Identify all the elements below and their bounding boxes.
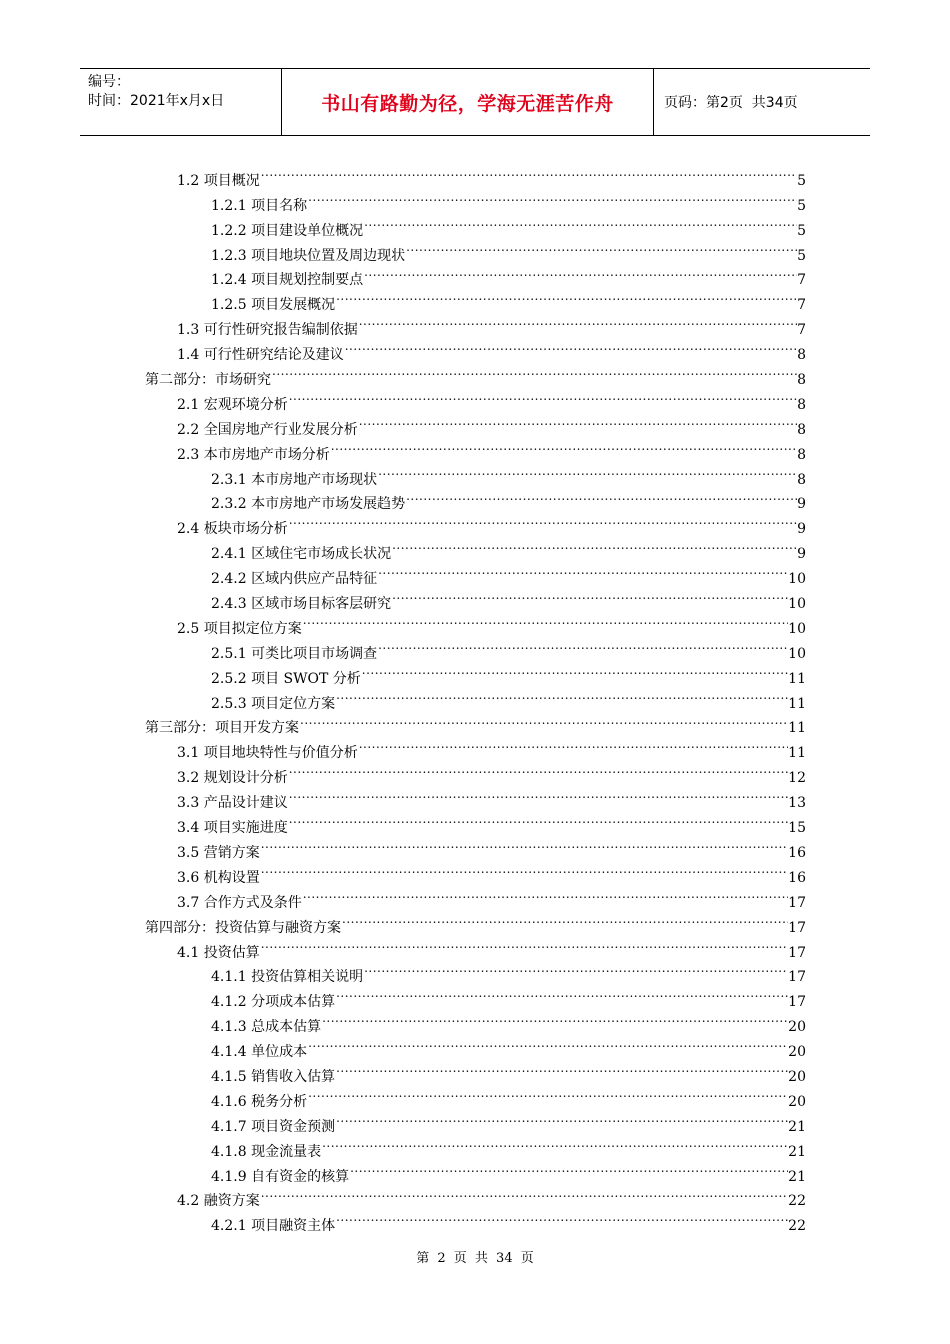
toc-dot-leader xyxy=(321,1131,788,1156)
toc-entry[interactable] xyxy=(0,981,806,1011)
toc-dot-leader xyxy=(288,782,788,807)
toc-entry-page: 9 xyxy=(797,496,806,513)
toc-entry[interactable] xyxy=(0,807,806,837)
toc-entry-title: 2.3.1 本市房地产市场现状 xyxy=(211,471,378,488)
toc-entry-page: 20 xyxy=(788,1019,806,1036)
toc-dot-leader xyxy=(363,260,797,285)
toc-entry[interactable] xyxy=(0,1031,806,1061)
toc-entry-title: 2.5 项目拟定位方案 xyxy=(177,620,302,637)
toc-entry-title: 2.4 板块市场分析 xyxy=(177,521,288,538)
toc-entry-title: 第三部分：项目开发方案 xyxy=(145,720,299,737)
toc-dot-leader xyxy=(307,185,797,210)
toc-entry[interactable] xyxy=(0,633,806,662)
toc-entry-title: 2.5.2 项目 SWOT 分析 xyxy=(211,670,361,687)
toc-entry-title: 2.3 本市房地产市场分析 xyxy=(177,446,330,463)
toc-dot-leader xyxy=(335,1056,788,1081)
toc-entry[interactable] xyxy=(0,434,806,463)
toc-entry[interactable] xyxy=(0,1205,806,1235)
toc-entry[interactable] xyxy=(0,334,806,364)
toc-entry-title: 第二部分：市场研究 xyxy=(145,372,271,389)
toc-dot-leader xyxy=(358,409,797,434)
toc-entry[interactable] xyxy=(0,409,806,438)
toc-entry-title: 3.2 规划设计分析 xyxy=(177,770,288,787)
toc-entry-title: 1.2 项目概况 xyxy=(177,172,260,189)
toc-entry[interactable] xyxy=(0,583,806,613)
toc-dot-leader xyxy=(307,1031,788,1056)
toc-entry-title: 2.4.2 区域内供应产品特征 xyxy=(211,571,378,588)
toc-entry-page: 7 xyxy=(797,322,806,339)
toc-entry-title: 1.2.1 项目名称 xyxy=(211,197,308,214)
toc-dot-leader xyxy=(344,334,797,359)
toc-entry[interactable] xyxy=(0,957,806,986)
toc-entry[interactable] xyxy=(0,1106,806,1135)
toc-dot-leader xyxy=(260,932,788,957)
toc-entry-page: 5 xyxy=(797,222,806,239)
toc-entry-title: 3.7 合作方式及条件 xyxy=(177,894,302,911)
toc-entry-page: 7 xyxy=(797,272,806,289)
toc-entry-title: 1.2.2 项目建设单位概况 xyxy=(211,222,364,239)
toc-entry-page: 5 xyxy=(797,247,806,264)
toc-entry-title: 4.1.4 单位成本 xyxy=(211,1044,308,1061)
toc-entry[interactable] xyxy=(0,857,806,886)
toc-entry-title: 1.2.4 项目规划控制要点 xyxy=(211,272,364,289)
toc-entry[interactable] xyxy=(0,185,806,214)
toc-entry[interactable] xyxy=(0,284,806,314)
toc-entry-page: 8 xyxy=(797,421,806,438)
toc-entry-title: 3.4 项目实施进度 xyxy=(177,820,288,837)
header-meta xyxy=(80,69,282,135)
toc-entry[interactable] xyxy=(0,484,806,513)
header-page-info: 页码：第2页 共34页 xyxy=(664,95,798,111)
toc-entry-page: 17 xyxy=(788,994,806,1011)
toc-entry-page: 22 xyxy=(788,1218,806,1235)
toc-entry-page: 20 xyxy=(788,1044,806,1061)
toc-entry-page: 8 xyxy=(797,347,806,364)
toc-entry[interactable] xyxy=(0,235,806,264)
toc-entry[interactable] xyxy=(0,683,806,712)
toc-entry-page: 22 xyxy=(788,1193,806,1210)
toc-dot-leader xyxy=(335,1205,788,1230)
toc-entry-page: 5 xyxy=(797,197,806,214)
toc-entry[interactable] xyxy=(0,658,806,687)
toc-entry[interactable] xyxy=(0,882,806,911)
toc-entry-page: 11 xyxy=(788,720,806,737)
page-footer: 第 2 页 共 34 页 xyxy=(416,1251,534,1266)
toc-entry-page: 9 xyxy=(797,521,806,538)
toc-dot-leader xyxy=(335,284,797,309)
toc-entry-title: 2.4.3 区域市场目标客层研究 xyxy=(211,596,392,613)
toc-dot-leader xyxy=(335,1106,788,1131)
toc-entry-page: 17 xyxy=(788,969,806,986)
toc-dot-leader xyxy=(260,160,797,185)
toc-entry-title: 2.5.3 项目定位方案 xyxy=(211,695,336,712)
toc-dot-leader xyxy=(341,907,788,932)
toc-entry-page: 13 xyxy=(788,795,806,812)
toc-dot-leader xyxy=(260,857,788,882)
toc-dot-leader xyxy=(271,359,797,384)
toc-entry-page: 16 xyxy=(788,869,806,886)
toc-entry[interactable] xyxy=(0,260,806,289)
toc-dot-leader xyxy=(391,583,788,608)
toc-entry[interactable] xyxy=(0,1006,806,1036)
toc-dot-leader xyxy=(288,757,788,782)
toc-dot-leader xyxy=(377,558,788,583)
toc-dot-leader xyxy=(335,981,788,1006)
toc-entry-page: 11 xyxy=(788,670,806,687)
toc-entry-title: 4.1.9 自有资金的核算 xyxy=(211,1168,350,1185)
toc-entry-title: 第四部分：投资估算与融资方案 xyxy=(145,919,341,936)
toc-entry[interactable] xyxy=(0,1156,806,1185)
toc-entry[interactable] xyxy=(0,459,806,488)
toc-dot-leader xyxy=(358,732,788,757)
toc-entry-page: 11 xyxy=(788,695,806,712)
toc-entry-page: 8 xyxy=(797,446,806,463)
toc-dot-leader xyxy=(307,1081,788,1106)
toc-entry-title: 4.1.6 税务分析 xyxy=(211,1093,308,1110)
toc-entry-page: 17 xyxy=(788,919,806,936)
toc-dot-leader xyxy=(349,1156,788,1181)
toc-dot-leader xyxy=(288,384,797,409)
header-motto: 书山有路勤为径，学海无涯苦作舟 xyxy=(282,69,654,135)
toc-entry-title: 3.3 产品设计建议 xyxy=(177,795,288,812)
toc-entry[interactable] xyxy=(0,1181,806,1210)
toc-dot-leader xyxy=(405,235,797,260)
toc-entry-page: 10 xyxy=(788,571,806,588)
toc-entry-title: 4.1.7 项目资金预测 xyxy=(211,1118,336,1135)
toc-entry-page: 21 xyxy=(788,1168,806,1185)
toc-entry[interactable] xyxy=(0,160,806,189)
toc-entry-page: 10 xyxy=(788,596,806,613)
table-of-contents xyxy=(0,160,950,1235)
toc-dot-leader xyxy=(260,1181,788,1206)
toc-entry-page: 17 xyxy=(788,894,806,911)
toc-entry[interactable] xyxy=(0,359,806,389)
toc-entry-page: 9 xyxy=(797,546,806,563)
toc-entry-title: 4.1 投资估算 xyxy=(177,944,260,961)
toc-entry-title: 4.1.3 总成本估算 xyxy=(211,1019,322,1036)
page-header xyxy=(80,68,870,136)
toc-entry-page: 10 xyxy=(788,620,806,637)
toc-entry[interactable] xyxy=(0,708,806,737)
toc-entry-title: 3.5 营销方案 xyxy=(177,844,260,861)
toc-entry-page: 17 xyxy=(788,944,806,961)
toc-entry[interactable] xyxy=(0,210,806,239)
toc-entry-page: 5 xyxy=(797,172,806,189)
toc-entry-title: 3.6 机构设置 xyxy=(177,869,260,886)
toc-dot-leader xyxy=(377,459,797,484)
toc-dot-leader xyxy=(363,210,797,235)
toc-entry-title: 2.3.2 本市房地产市场发展趋势 xyxy=(211,496,406,513)
toc-entry[interactable] xyxy=(0,508,806,538)
toc-entry-title: 4.2.1 项目融资主体 xyxy=(211,1218,336,1235)
toc-entry-page: 8 xyxy=(797,396,806,413)
toc-entry-title: 1.2.5 项目发展概况 xyxy=(211,297,336,314)
toc-entry-title: 4.2 融资方案 xyxy=(177,1193,260,1210)
toc-entry-title: 4.1.8 现金流量表 xyxy=(211,1143,322,1160)
toc-entry-page: 8 xyxy=(797,471,806,488)
toc-entry-page: 21 xyxy=(788,1118,806,1135)
toc-entry-page: 8 xyxy=(797,372,806,389)
toc-entry-title: 2.5.1 可类比项目市场调查 xyxy=(211,645,378,662)
toc-dot-leader xyxy=(288,807,788,832)
toc-entry[interactable] xyxy=(0,1131,806,1160)
toc-entry[interactable] xyxy=(0,1081,806,1110)
toc-entry[interactable] xyxy=(0,608,806,637)
toc-entry-title: 4.1.2 分项成本估算 xyxy=(211,994,336,1011)
document-number-label: 编号： xyxy=(88,74,130,90)
toc-entry-title: 2.4.1 区域住宅市场成长状况 xyxy=(211,546,392,563)
toc-dot-leader xyxy=(302,608,788,633)
toc-entry[interactable] xyxy=(0,832,806,861)
toc-entry-page: 7 xyxy=(797,297,806,314)
toc-entry[interactable] xyxy=(0,1056,806,1085)
toc-dot-leader xyxy=(330,434,797,459)
toc-dot-leader xyxy=(260,832,788,857)
toc-entry-page: 20 xyxy=(788,1068,806,1085)
toc-entry-title: 1.3 可行性研究报告编制依据 xyxy=(177,322,358,339)
toc-entry-title: 4.1.5 销售收入估算 xyxy=(211,1068,336,1085)
toc-dot-leader xyxy=(299,708,788,733)
toc-entry-title: 1.4 可行性研究结论及建议 xyxy=(177,347,344,364)
toc-dot-leader xyxy=(391,533,797,558)
toc-entry-title: 1.2.3 项目地块位置及周边现状 xyxy=(211,247,406,264)
toc-entry-page: 12 xyxy=(788,770,806,787)
toc-entry-page: 21 xyxy=(788,1143,806,1160)
toc-dot-leader xyxy=(358,309,797,334)
toc-entry-title: 4.1.1 投资估算相关说明 xyxy=(211,969,364,986)
toc-dot-leader xyxy=(363,957,788,982)
toc-entry-page: 15 xyxy=(788,820,806,837)
toc-entry[interactable] xyxy=(0,533,806,563)
toc-entry[interactable] xyxy=(0,907,806,936)
toc-entry[interactable] xyxy=(0,932,806,961)
toc-entry-page: 20 xyxy=(788,1093,806,1110)
toc-entry-page: 10 xyxy=(788,645,806,662)
toc-entry[interactable] xyxy=(0,757,806,787)
toc-dot-leader xyxy=(288,508,797,533)
toc-entry[interactable] xyxy=(0,558,806,588)
toc-dot-leader xyxy=(377,633,788,658)
toc-entry-title: 2.1 宏观环境分析 xyxy=(177,396,288,413)
toc-dot-leader xyxy=(302,882,788,907)
toc-entry-page: 16 xyxy=(788,844,806,861)
toc-entry-title: 2.2 全国房地产行业发展分析 xyxy=(177,421,358,438)
toc-dot-leader xyxy=(321,1006,788,1031)
toc-dot-leader xyxy=(361,658,788,683)
document-time-label: 时间：2021年x月x日 xyxy=(88,93,225,109)
toc-entry-title: 3.1 项目地块特性与价值分析 xyxy=(177,745,358,762)
toc-entry[interactable] xyxy=(0,384,806,413)
toc-entry-page: 11 xyxy=(788,745,806,762)
toc-entry[interactable] xyxy=(0,309,806,339)
toc-dot-leader xyxy=(405,484,797,509)
toc-entry[interactable] xyxy=(0,732,806,762)
toc-dot-leader xyxy=(335,683,788,708)
toc-entry[interactable] xyxy=(0,782,806,812)
